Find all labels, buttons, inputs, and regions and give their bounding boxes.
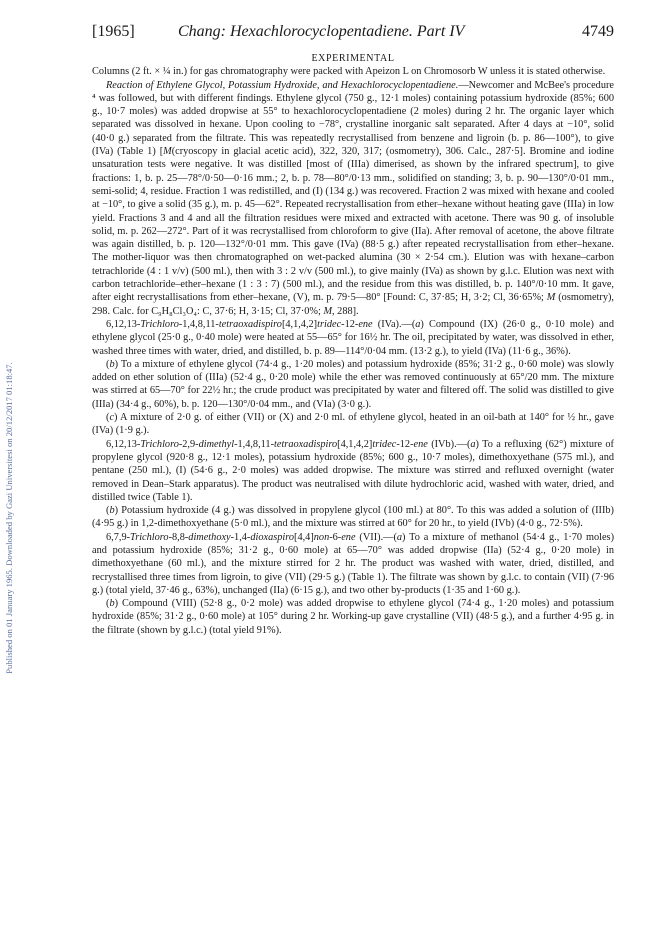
italic-run: b (109, 598, 115, 610)
header-year: [1965] (92, 23, 135, 40)
italic-run: Trichloro (140, 438, 179, 450)
text-run: ) To a refluxing (62°) mixture of propylene glycol (920·8 g., 12·1 moles), potassium hydroxide (85%; 600 g., 10·7 moles), dimethoxyethane (575 ml.), and pentane (250 ml.), (I) (54·6 g., 2·0 moles) was added dropwise. The mixture was stirred and refluxed overnight (water removed in Dean–Stark apparatus). The product was neutralised with dilute hydrochloric acid, washed with water, dried, and distilled twice (Table 1). (92, 438, 614, 503)
italic-run: Reaction of Ethylene Glycol, Potassium Hydroxide, and Hexachlorocyclopentadiene. (106, 79, 459, 91)
download-watermark (3, 128, 16, 908)
text-run: ( (106, 598, 110, 610)
italic-run: dioxaspiro (250, 531, 295, 543)
text-run: -6- (329, 531, 342, 543)
text-run: —Newcomer and McBee's procedure ⁴ was followed, but with different findings. Ethylene glycol (750 g., 12·1 moles) containing potassium hydroxide (85%; 600 g., 10·7 moles) was added dropwise at 55° to hexachlorocyclopentadiene (2 moles) during 2 hr. The organic layer which separated was dissolved in hexane. Upon cooling to −78°, crystalline inorganic salt separated. After 4 days at −10°, solid (40·0 g.) separated from the filtrate. This was repeatedly recrystallised from benzene and ligroin (b. p. 86—100°), to give (IVa) (Table 1) [ (92, 79, 614, 158)
italic-run: a (396, 531, 403, 543)
header-title: Chang: Hexachlorocyclopentadiene. Part IV (178, 23, 465, 40)
italic-run: b (109, 358, 115, 370)
text-run: 6,12,13- (106, 438, 141, 450)
text-run: (IVb).—( (427, 438, 471, 450)
text-run: Columns (2 ft. × ¼ in.) for gas chromatography were packed with Apeizon L on Chromosorb W unless it is stated otherwise. (92, 66, 606, 78)
italic-run: c (109, 412, 115, 424)
article-body (92, 52, 614, 637)
italic-run: tetraoxadispiro (218, 318, 282, 330)
text-run: [4,1,4,2] (281, 318, 318, 330)
paragraph (92, 411, 614, 438)
italic-run: a (470, 438, 476, 450)
italic-run: M (546, 292, 556, 304)
paragraph (92, 358, 614, 411)
text-run: (IVa).—( (372, 318, 416, 330)
italic-run: Trichloro (140, 318, 179, 330)
download-watermark-text: Published on 01 January 1965. Downloaded by Gazi Universitesi on 20/12/2017 01:18:47. (4, 362, 14, 674)
italic-run: a (415, 318, 421, 330)
text-run: ( (106, 412, 110, 424)
italic-run: ene (341, 531, 356, 543)
text-run: ) Compound (VIII) (52·8 g., 0·2 mole) was added dropwise to ethylene glycol (74·4 g., 1·20 moles) and potassium hydroxide (85%; 31·2 g., 0·60 mole) at 105° during 2 hr. Working-up gave crystalline (VII) (48·5 g.), and a further 4·95 g. in the filtrate (shown by g.l.c.) (total yield 91%). (92, 598, 614, 636)
text-run: 6,7,9- (106, 531, 131, 543)
italic-run: dimethyl (198, 438, 235, 450)
italic-run: tetraoxadispiro (274, 438, 338, 450)
text-run: -1,4,8,11- (234, 438, 275, 450)
italic-run: M (323, 305, 333, 317)
text-run: ) Compound (IX) (26·0 g., 0·10 mole) and ethylene glycol (25·0 g., 0·40 mole) were heated at 55—65° for 16½ hr. The oil, precipitated by water, was dissolved in ether, washed three times with water, dried, and distilled, b. p. 89—114°/0·04 mm. (13·2 g.), to yield (IVa) (11·6 g., 36%). (92, 318, 614, 357)
italic-run: tridec (372, 438, 397, 450)
paragraph (92, 438, 614, 504)
text-run: -1,4,8,11- (178, 318, 219, 330)
paragraph (92, 65, 614, 78)
section-heading: EXPERIMENTAL (311, 53, 395, 64)
text-run: -2,9- (178, 438, 199, 450)
text-run: [4,4] (294, 531, 314, 543)
text-run: ) A mixture of 2·0 g. of either (VII) or (X) and 2·0 ml. of ethylene glycol, heated in an oil-bath at 140° for ½ hr., gave (IVa) (1·9 g.). (92, 412, 614, 437)
text-run: ( (106, 505, 110, 517)
italic-run: tridec (317, 318, 342, 330)
text-run: ) To a mixture of ethylene glycol (74·4 g., 1·20 moles) and potassium hydroxide (85%; 31·2 g., 0·60 mole) was slowly added on ether solution of (IIIa) (52·4 g., 0·20 mole) while the ether was removed continuously at 65°/20 mm. The mixture was stirred at 65—70° for 22½ hr.; the crude product was precipitated by water and filtered off. The solid was distilled to give (IIIa) (34·4 g., 60%), b. p. 120—130°/0·04 mm., and (VIa) (3·0 g.). (92, 358, 614, 410)
italic-run: M (163, 146, 172, 158)
text-run: (cryoscopy in glacial acetic acid), 322, 320, 317; (osmometry), 306. Calc., 287·5]. Bromine and iodine unsaturation tests were negative. It was distilled [most of (IIIa) dimerised, as shown by the infrared spectrum], to give fractions: 1, b. p. 25—78°/0·50—0·16 mm.; 2, b. p. 78—80°/0·13 mm., solidified on standing; 3, b. p. 90—130°/0·01 mm., semi-solid; 4, residue. Fraction 1 was redistilled, and (I) (134 g.) was recovered. Fraction 2 was mixed with hexane and cooled at −10°, to give a solid (35 g.), m. p. 45—62°. Repeated recrystallisation from ether–hexane without heating gave (IIIa) in low yield. Fractions 3 and 4 and all the filtration residues were mixed and extracted with acetone. There was 90 g. of insoluble solid, m. p. 262—272°. Part of it was recrystallised from chloroform to give (IIa). After removal of acetone, the above filtrate was again distilled, b. p. 120—132°/0·01 mm. This gave (IVa) (88·5 g.) after repeated recrystallisation from ether–hexane. The mother-liquor was then chromatographed on wet-packed alumina (30 × 2·54 cm.). Elution was with hexane–carbon tetrachloride (4 : 1 v/v) (500 ml.), then with 3 : 2 v/v (500 ml.), to give mainly (IVa) as shown by g.l.c. Elution was next with carbon tetrachloride–ether–hexane (1 : 3 : 7) (500 ml.), and the residue from this was distilled, b. p. 140°/0·10 mm. It gave, after eight recrystallisations from ether–hexane, (V), m. p. 79·5—80° [Found: C, 37·85; H, 3·2; Cl, 36·65%; (92, 146, 615, 304)
italic-run: ene (413, 438, 428, 450)
text-run: [4,1,4,2] (337, 438, 373, 450)
page-number: 4749 (582, 23, 614, 40)
paragraph (92, 318, 614, 358)
text-run: ) Potassium hydroxide (4 g.) was dissolved in propylene glycol (100 ml.) at 80°. To this was added a solution of (IIIb) (4·95 g.) in 1,2-dimethoxyethane (5·0 ml.), and the mixture was stirred at 60° for 20 hr., to yield (IVb) (4·0 g., 72·5%). (92, 505, 614, 530)
paragraph (92, 531, 614, 597)
paragraph (92, 597, 614, 637)
text-run: 6,12,13- (106, 318, 141, 330)
text-run: ) To a mixture of methanol (54·4 g., 1·70 moles) and potassium hydroxide (85%; 31·2 g., 0·60 mole) at 65—70° was added dropwise (IIa) (52·4 g., 0·20 mole) in dimethoxyethane (60 ml.), and the mixture stirred for 2 hr. The product was washed with water, dried, distilled, and recrystallised three times from ligroin, to give (VII) (29·5 g.) (Table 1). The filtrate was shown by g.l.c. to contain (VII) (7·96 g.) (total yield, 37·46 g., 63%), unchanged (IIa) (6·15 g.), and two other by-products (1·35 and 1·60 g.). (92, 531, 614, 596)
text-run: (VII).—( (355, 531, 397, 543)
text-run: (osmometry), 298. Calc. for C₉H₈Cl₃O₄: C, 37·6; H, 3·15; Cl, 37·0%; (92, 292, 614, 317)
italic-run: ene (358, 318, 373, 330)
italic-run: non (313, 531, 330, 543)
paragraph (92, 79, 614, 318)
text-run: -12- (396, 438, 414, 450)
text-run: -1,4- (230, 531, 251, 543)
paragraph (92, 504, 614, 531)
italic-run: b (109, 505, 115, 517)
italic-run: Trichloro (130, 531, 169, 543)
italic-run: dimethoxy (188, 531, 231, 543)
text-run: ( (106, 358, 110, 370)
text-run: -12- (341, 318, 359, 330)
running-header (92, 20, 614, 44)
text-run: , 288]. (332, 305, 359, 317)
text-run: -8,8- (168, 531, 189, 543)
